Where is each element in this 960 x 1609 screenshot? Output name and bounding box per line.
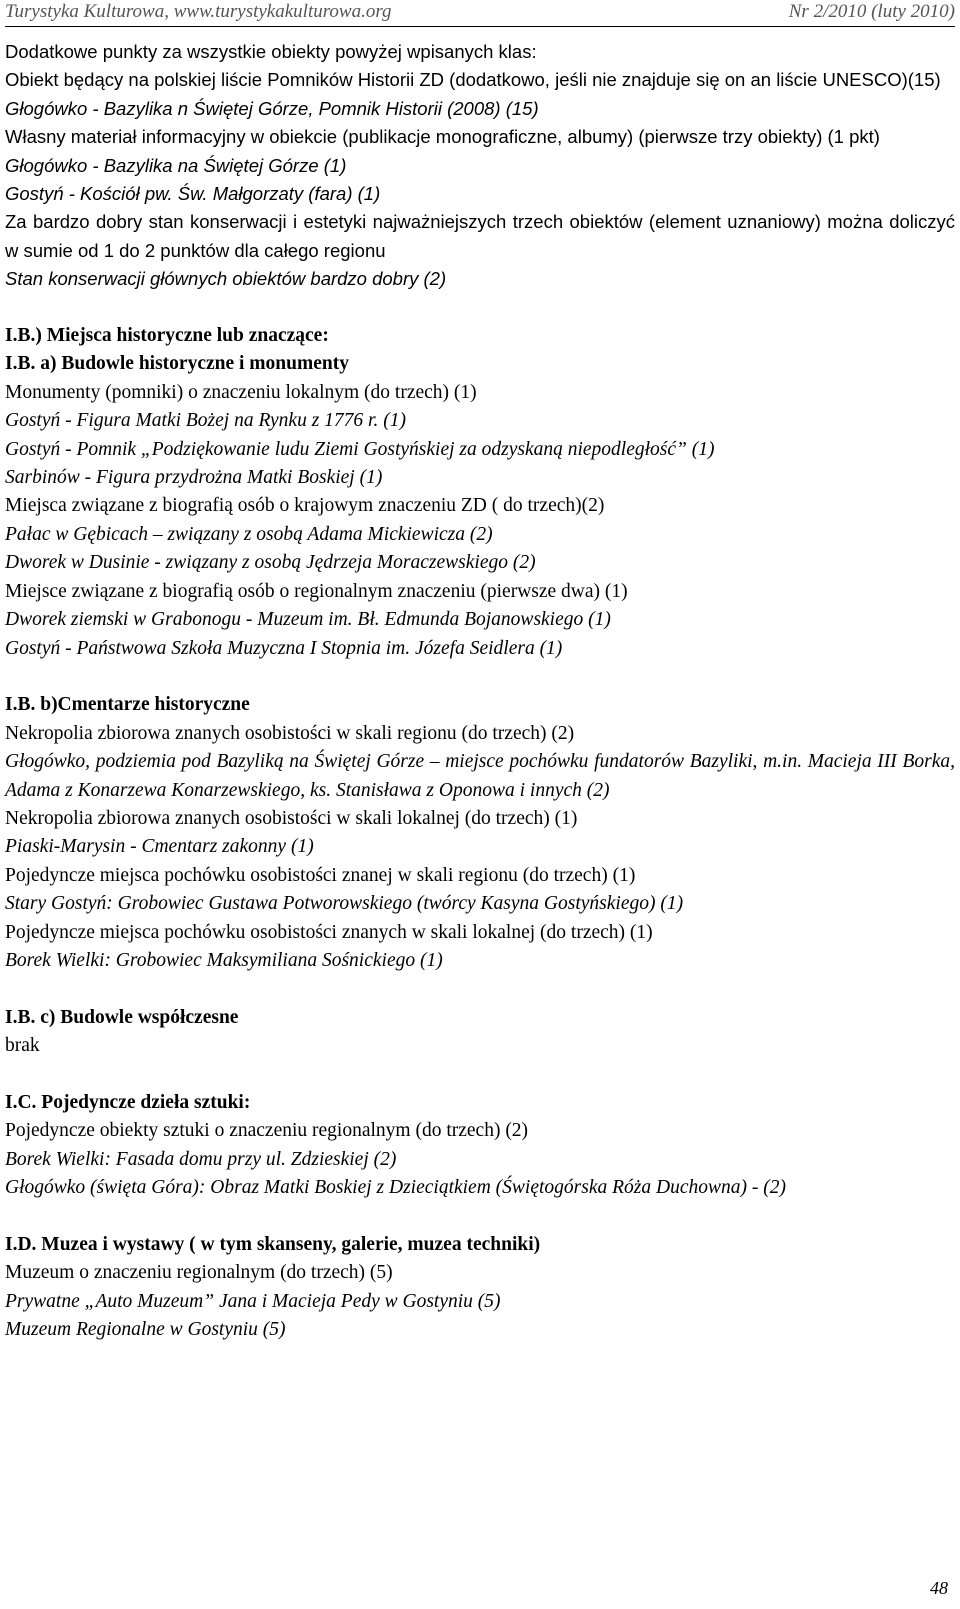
- section-heading: I.B.) Miejsca historyczne lub znaczące:: [5, 325, 329, 347]
- text-line: Miejsca związane z biografią osób o krajowym znaczeniu ZD ( do trzech)(2): [5, 495, 605, 517]
- page-number: 48: [930, 1578, 948, 1598]
- text-line: Dworek ziemski w Grabonogu - Muzeum im. Bł. Edmunda Bojanowskiego (1): [5, 609, 611, 631]
- page-header: [5, 0, 955, 27]
- text-line: brak: [5, 1035, 40, 1057]
- section-heading: I.B. b)Cmentarze historyczne: [5, 694, 250, 716]
- text-line: Muzeum o znaczeniu regionalnym (do trzech) (5): [5, 1262, 393, 1284]
- text-line: Pojedyncze miejsca pochówku osobistości znanych w skali lokalnej (do trzech) (1): [5, 921, 653, 943]
- text-line: Pałac w Gębicach – związany z osobą Adama Mickiewicza (2): [5, 523, 493, 545]
- text-line: Głogówko (święta Góra): Obraz Matki Boskiej z Dzieciątkiem (Świętogórska Róża Duchowna) - (2): [5, 1177, 786, 1199]
- text-line: Miejsce związane z biografią osób o regionalnym znaczeniu (pierwsze dwa) (1): [5, 580, 628, 602]
- text-line: Gostyń - Kościół pw. Św. Małgorzaty (fara) (1): [5, 183, 381, 205]
- document-body: [5, 38, 955, 1345]
- spacer: [5, 294, 955, 322]
- text-line: Głogówko - Bazylika na Świętej Górze (1): [5, 154, 347, 176]
- text-line: Dworek w Dusinie - związany z osobą Jędrzeja Moraczewskiego (2): [5, 552, 536, 574]
- section-heading: I.B. a) Budowle historyczne i monumenty: [5, 353, 349, 375]
- text-line: Stan konserwacji głównych obiektów bardzo dobry (2): [5, 268, 447, 290]
- text-line: Gostyń - Figura Matki Bożej na Rynku z 1776 r. (1): [5, 410, 406, 432]
- text-line: Nekropolia zbiorowa znanych osobistości w skali lokalnej (do trzech) (1): [5, 807, 578, 829]
- spacer: [5, 975, 955, 1003]
- text-line: Prywatne „Auto Muzeum” Jana i Macieja Pedy w Gostyniu (5): [5, 1290, 501, 1312]
- issue-number: Nr 2/2010 (luty 2010): [788, 1, 955, 22]
- text-line: Głogówko, podziemia pod Bazyliką na Świętej Górze – miejsce pochówku fundatorów Bazyliki, m.in. Macieja III Borka, Adama z Konarzewa Konarzewskiego, ks. Stanisława z Oponowa i innych (2): [5, 751, 955, 801]
- spacer: [5, 1061, 955, 1089]
- text-line: Nekropolia zbiorowa znanych osobistości w skali regionu (do trzech) (2): [5, 722, 575, 744]
- text-line: Obiekt będący na polskiej liście Pomników Historii ZD (dodatkowo, jeśli nie znajduje się on an liście UNESCO)(15): [5, 69, 941, 91]
- text-line: Za bardzo dobry stan konserwacji i estetyki najważniejszych trzech obiektów (element uznaniowy) można doliczyć w sumie od 1 do 2 punktów dla całego regionu: [5, 211, 955, 261]
- section-heading: I.D. Muzea i wystawy ( w tym skanseny, galerie, muzea techniki): [5, 1233, 541, 1255]
- spacer: [5, 1203, 955, 1231]
- text-line: Pojedyncze miejsca pochówku osobistości znanej w skali regionu (do trzech) (1): [5, 864, 636, 886]
- text-line: Monumenty (pomniki) o znaczeniu lokalnym (do trzech) (1): [5, 381, 477, 403]
- text-line: Własny materiał informacyjny w obiekcie (publikacje monograficzne, albumy) (pierwsze trzy obiekty) (1 pkt): [5, 126, 880, 148]
- text-line: Sarbinów - Figura przydrożna Matki Boskiej (1): [5, 467, 383, 489]
- journal-title: Turystyka Kulturowa, www.turystykakulturowa.org: [5, 1, 392, 22]
- text-line: Stary Gostyń: Grobowiec Gustawa Potworowskiego (twórcy Kasyna Gostyńskiego) (1): [5, 893, 684, 915]
- text-line: Piaski-Marysin - Cmentarz zakonny (1): [5, 836, 314, 858]
- text-line: Głogówko - Bazylika n Świętej Górze, Pomnik Historii (2008) (15): [5, 97, 539, 119]
- text-line: Muzeum Regionalne w Gostyniu (5): [5, 1319, 286, 1341]
- section-heading: I.B. c) Budowle współczesne: [5, 1006, 239, 1028]
- text-line: Gostyń - Pomnik „Podziękowanie ludu Ziemi Gostyńskiej za odzyskaną niepodległość” (1): [5, 438, 715, 460]
- text-line: Borek Wielki: Grobowiec Maksymiliana Sośnickiego (1): [5, 949, 443, 971]
- text-line: Borek Wielki: Fasada domu przy ul. Zdzieskiej (2): [5, 1148, 397, 1170]
- text-line: Gostyń - Państwowa Szkoła Muzyczna I Stopnia im. Józefa Seidlera (1): [5, 637, 563, 659]
- text-line: Pojedyncze obiekty sztuki o znaczeniu regionalnym (do trzech) (2): [5, 1120, 529, 1142]
- text-line: Dodatkowe punkty za wszystkie obiekty powyżej wpisanych klas:: [5, 41, 537, 62]
- section-heading: I.C. Pojedyncze dzieła sztuki:: [5, 1091, 251, 1113]
- spacer: [5, 663, 955, 691]
